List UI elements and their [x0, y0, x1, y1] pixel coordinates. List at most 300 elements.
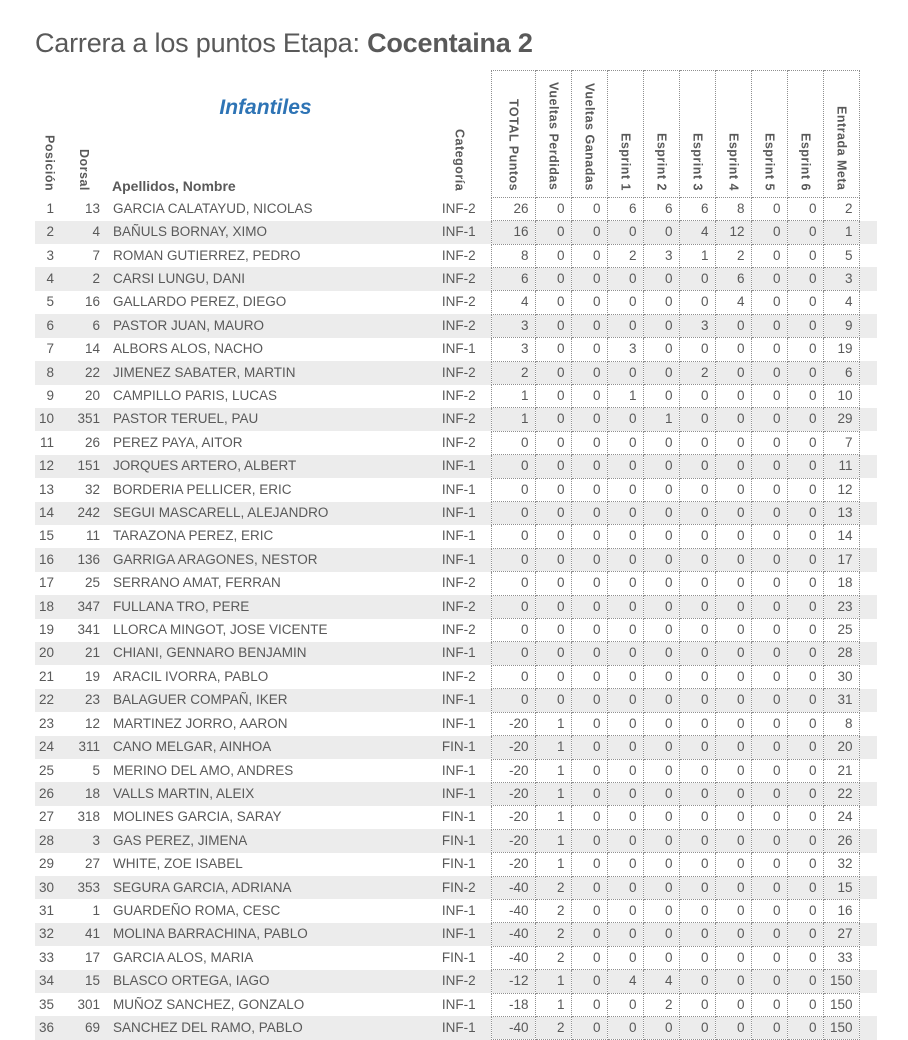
cell-esprint_4: 0: [715, 806, 751, 829]
cell-esprint_6: 0: [787, 525, 823, 548]
cell-nombre: CARSI LUNGU, DANI: [104, 267, 427, 290]
cell-esprint_1: 0: [607, 876, 643, 899]
cell-dorsal: 1: [92, 902, 100, 918]
row-spacer: [859, 689, 877, 712]
table-row: [35, 361, 877, 384]
cell-categoria: INF-2: [427, 970, 491, 993]
cell-total_puntos: 0: [491, 525, 535, 548]
row-spacer: [859, 361, 877, 384]
cell-esprint_3: 0: [679, 595, 715, 618]
cell-categoria: FIN-1: [427, 829, 491, 852]
cell-total_puntos: 0: [491, 665, 535, 688]
cell-posicion: 30: [35, 876, 63, 899]
cell-esprint_1: 0: [607, 806, 643, 829]
cell-esprint_4: 0: [715, 642, 751, 665]
cell-esprint_3: 0: [679, 338, 715, 361]
cell-posicion: 4: [35, 267, 63, 290]
cell-dorsal: 2: [63, 267, 104, 290]
column-header-esprint-6: Esprint 6: [787, 70, 823, 197]
cell-esprint_5: 0: [751, 829, 787, 852]
cell-total_puntos: -20: [491, 829, 535, 852]
cell-dorsal: 6: [63, 314, 104, 337]
cell-nombre: WHITE, ZOE ISABEL: [113, 856, 243, 872]
cell-esprint_4: 0: [715, 548, 751, 571]
cell-vueltas_perdidas: 1: [535, 759, 571, 782]
cell-esprint_5: 0: [751, 525, 787, 548]
table-row: [35, 923, 877, 946]
cell-entrada_meta: 3: [823, 267, 859, 290]
cell-categoria: INF-1: [427, 455, 491, 478]
cell-entrada_meta: 32: [823, 853, 859, 876]
cell-categoria: INF-2: [441, 668, 476, 684]
cell-vueltas_perdidas: 0: [535, 291, 571, 314]
row-spacer: [859, 619, 877, 642]
cell-posicion: 8: [35, 361, 63, 384]
cell-esprint_5: 0: [751, 806, 787, 829]
cell-total_puntos: 1: [491, 408, 535, 431]
cell-esprint_4: 0: [715, 712, 751, 735]
cell-total_puntos: 0: [491, 455, 535, 478]
cell-esprint_6: 0: [787, 736, 823, 759]
cell-esprint_1: 0: [607, 525, 643, 548]
cell-nombre: MOLINES GARCIA, SARAY: [113, 809, 282, 825]
cell-categoria: INF-2: [441, 294, 476, 310]
table-row: [35, 853, 877, 876]
row-spacer: [859, 572, 877, 595]
cell-esprint_2: 6: [643, 197, 679, 220]
cell-dorsal: 5: [92, 762, 100, 778]
cell-dorsal: 20: [84, 388, 100, 403]
row-spacer: [859, 525, 877, 548]
cell-esprint_1: 2: [607, 244, 643, 267]
row-spacer: [859, 923, 877, 946]
cell-esprint_1: 0: [607, 759, 643, 782]
column-header-total-puntos: TOTAL Puntos: [491, 70, 535, 197]
cell-esprint_1: 0: [607, 431, 643, 454]
cell-esprint_2: 0: [643, 642, 679, 665]
header-spacer: [859, 70, 877, 197]
cell-esprint_4: 0: [715, 1016, 751, 1039]
row-spacer: [859, 455, 877, 478]
cell-dorsal: 21: [63, 642, 104, 665]
cell-vueltas_perdidas: 0: [535, 665, 571, 688]
cell-esprint_6: 0: [787, 267, 823, 290]
cell-esprint_1: 0: [607, 221, 643, 244]
row-spacer: [859, 899, 877, 922]
cell-dorsal: 41: [63, 923, 104, 946]
cell-dorsal: 151: [63, 455, 104, 478]
cell-esprint_5: 0: [751, 408, 787, 431]
cell-vueltas_perdidas: 0: [535, 361, 571, 384]
cell-esprint_3: 0: [679, 689, 715, 712]
cell-dorsal: 14: [84, 341, 100, 357]
cell-esprint_4: 0: [715, 876, 751, 899]
cell-esprint_2: 0: [643, 431, 679, 454]
cell-esprint_5: 0: [751, 619, 787, 642]
cell-esprint_1: 0: [607, 829, 643, 852]
cell-vueltas_perdidas: 0: [535, 572, 571, 595]
table-row: [35, 993, 877, 1016]
cell-esprint_6: 0: [787, 970, 823, 993]
cell-total_puntos: -12: [491, 970, 535, 993]
cell-vueltas_ganadas: 0: [571, 853, 607, 876]
cell-dorsal: 69: [63, 1016, 104, 1039]
cell-vueltas_ganadas: 0: [571, 736, 607, 759]
table-row: [35, 619, 877, 642]
cell-esprint_6: 0: [787, 806, 823, 829]
cell-esprint_3: 0: [679, 665, 715, 688]
cell-esprint_1: 0: [607, 712, 643, 735]
stage-name: Cocentaina 2: [367, 28, 533, 58]
table-row: [35, 829, 877, 852]
cell-categoria: INF-2: [427, 408, 491, 431]
cell-posicion: 17: [38, 575, 54, 591]
cell-categoria: INF-1: [427, 689, 491, 712]
cell-categoria: INF-2: [441, 434, 476, 450]
table-row: [35, 525, 877, 548]
cell-esprint_1: 3: [607, 338, 643, 361]
cell-esprint_5: 0: [751, 759, 787, 782]
table-row: [35, 221, 877, 244]
cell-vueltas_ganadas: 0: [571, 291, 607, 314]
row-spacer: [859, 759, 877, 782]
cell-vueltas_perdidas: 2: [535, 923, 571, 946]
cell-total_puntos: 0: [491, 431, 535, 454]
cell-categoria: INF-1: [441, 715, 476, 731]
cell-esprint_2: 0: [643, 689, 679, 712]
column-header-esprint-1: Esprint 1: [607, 70, 643, 197]
cell-total_puntos: 16: [491, 221, 535, 244]
cell-esprint_2: 0: [643, 759, 679, 782]
cell-esprint_2: 0: [643, 619, 679, 642]
cell-esprint_2: 0: [643, 782, 679, 805]
cell-esprint_3: 0: [679, 899, 715, 922]
cell-total_puntos: 8: [491, 244, 535, 267]
cell-total_puntos: -40: [491, 1016, 535, 1039]
table-row: [35, 970, 877, 993]
cell-esprint_1: 0: [607, 361, 643, 384]
cell-esprint_4: 6: [715, 267, 751, 290]
cell-vueltas_perdidas: 1: [535, 993, 571, 1016]
cell-esprint_4: 0: [715, 595, 751, 618]
cell-nombre: SERRANO AMAT, FERRAN: [113, 575, 281, 591]
table-row: [35, 595, 877, 618]
cell-vueltas_perdidas: 0: [535, 455, 571, 478]
cell-entrada_meta: 9: [823, 314, 859, 337]
table-row: [35, 338, 877, 361]
cell-categoria: INF-2: [441, 388, 476, 403]
cell-esprint_4: 0: [715, 525, 751, 548]
table-row: [35, 782, 877, 805]
cell-esprint_3: 0: [679, 502, 715, 525]
cell-categoria: INF-1: [441, 481, 476, 497]
cell-esprint_2: 0: [643, 502, 679, 525]
cell-vueltas_ganadas: 0: [571, 408, 607, 431]
cell-vueltas_perdidas: 1: [535, 806, 571, 829]
cell-nombre: MERINO DEL AMO, ANDRES: [113, 762, 294, 778]
cell-nombre: BALAGUER COMPAÑ, IKER: [104, 689, 427, 712]
cell-total_puntos: -20: [491, 806, 535, 829]
cell-esprint_3: 0: [679, 619, 715, 642]
cell-esprint_1: 0: [607, 853, 643, 876]
cell-entrada_meta: 21: [823, 759, 859, 782]
table-row: [35, 665, 877, 688]
cell-esprint_4: 8: [715, 197, 751, 220]
row-spacer: [859, 431, 877, 454]
cell-esprint_2: 0: [643, 829, 679, 852]
cell-esprint_1: 0: [607, 619, 643, 642]
cell-esprint_6: 0: [787, 572, 823, 595]
page-title-prefix: Carrera a los puntos Etapa:: [35, 28, 368, 58]
column-header-esprint-3: Esprint 3: [679, 70, 715, 197]
cell-esprint_5: 0: [751, 665, 787, 688]
cell-dorsal: 311: [63, 736, 104, 759]
cell-dorsal: 12: [84, 715, 100, 731]
cell-dorsal: 318: [77, 809, 100, 825]
cell-esprint_5: 0: [751, 572, 787, 595]
cell-categoria: INF-2: [441, 575, 476, 591]
cell-esprint_6: 0: [787, 923, 823, 946]
cell-esprint_4: 0: [715, 572, 751, 595]
cell-nombre: MUÑOZ SANCHEZ, GONZALO: [113, 996, 305, 1012]
cell-categoria: INF-1: [427, 923, 491, 946]
cell-nombre: PASTOR TERUEL, PAU: [104, 408, 427, 431]
cell-esprint_6: 0: [787, 712, 823, 735]
cell-vueltas_perdidas: 0: [535, 221, 571, 244]
row-spacer: [859, 478, 877, 501]
cell-vueltas_perdidas: 1: [535, 829, 571, 852]
cell-vueltas_ganadas: 0: [571, 619, 607, 642]
cell-entrada_meta: 10: [823, 385, 859, 408]
cell-total_puntos: -40: [491, 923, 535, 946]
table-row: [35, 267, 877, 290]
cell-esprint_6: 0: [787, 642, 823, 665]
cell-vueltas_perdidas: 0: [535, 619, 571, 642]
cell-vueltas_ganadas: 0: [571, 314, 607, 337]
cell-vueltas_ganadas: 0: [571, 712, 607, 735]
row-spacer: [859, 712, 877, 735]
cell-esprint_6: 0: [787, 455, 823, 478]
cell-categoria: INF-1: [427, 502, 491, 525]
cell-esprint_2: 0: [643, 665, 679, 688]
cell-total_puntos: 6: [491, 267, 535, 290]
cell-esprint_6: 0: [787, 502, 823, 525]
table-row: [35, 946, 877, 969]
cell-esprint_3: 0: [679, 876, 715, 899]
cell-esprint_2: 0: [643, 267, 679, 290]
cell-vueltas_perdidas: 1: [535, 970, 571, 993]
cell-esprint_1: 0: [607, 993, 643, 1016]
row-spacer: [859, 853, 877, 876]
cell-posicion: 29: [38, 856, 54, 872]
cell-posicion: 13: [38, 481, 54, 497]
cell-esprint_2: 3: [643, 244, 679, 267]
cell-categoria: INF-1: [427, 548, 491, 571]
cell-total_puntos: 3: [491, 338, 535, 361]
cell-vueltas_ganadas: 0: [571, 478, 607, 501]
results-table-header: [35, 70, 877, 197]
cell-posicion: 21: [38, 668, 54, 684]
cell-total_puntos: 0: [491, 572, 535, 595]
cell-esprint_4: 0: [715, 665, 751, 688]
table-row: [35, 642, 877, 665]
cell-vueltas_ganadas: 0: [571, 548, 607, 571]
cell-nombre: BLASCO ORTEGA, IAGO: [104, 970, 427, 993]
row-spacer: [859, 244, 877, 267]
row-spacer: [859, 665, 877, 688]
cell-esprint_6: 0: [787, 244, 823, 267]
cell-entrada_meta: 23: [823, 595, 859, 618]
table-row: [35, 244, 877, 267]
cell-esprint_6: 0: [787, 993, 823, 1016]
table-row: [35, 759, 877, 782]
cell-esprint_1: 0: [607, 408, 643, 431]
cell-nombre: JIMENEZ SABATER, MARTIN: [104, 361, 427, 384]
cell-esprint_1: 0: [607, 642, 643, 665]
cell-esprint_5: 0: [751, 197, 787, 220]
cell-esprint_3: 0: [679, 923, 715, 946]
cell-vueltas_ganadas: 0: [571, 595, 607, 618]
column-header-vueltas-perdidas: Vueltas Perdidas: [535, 70, 571, 197]
cell-esprint_3: 0: [679, 408, 715, 431]
cell-esprint_1: 0: [607, 572, 643, 595]
cell-esprint_5: 0: [751, 689, 787, 712]
cell-nombre: FULLANA TRO, PERE: [104, 595, 427, 618]
cell-entrada_meta: 150: [823, 970, 859, 993]
cell-esprint_6: 0: [787, 478, 823, 501]
cell-esprint_6: 0: [787, 385, 823, 408]
cell-vueltas_perdidas: 0: [535, 408, 571, 431]
cell-posicion: 19: [38, 622, 54, 638]
row-spacer: [859, 548, 877, 571]
cell-dorsal: 347: [63, 595, 104, 618]
cell-nombre: GUARDEÑO ROMA, CESC: [113, 902, 281, 918]
cell-esprint_3: 0: [679, 782, 715, 805]
cell-esprint_4: 0: [715, 338, 751, 361]
cell-esprint_5: 0: [751, 361, 787, 384]
cell-entrada_meta: 20: [823, 736, 859, 759]
cell-esprint_6: 0: [787, 853, 823, 876]
row-spacer: [859, 502, 877, 525]
cell-esprint_3: 0: [679, 970, 715, 993]
cell-posicion: 5: [46, 294, 54, 310]
cell-categoria: INF-1: [427, 782, 491, 805]
cell-esprint_4: 0: [715, 455, 751, 478]
cell-total_puntos: 1: [491, 385, 535, 408]
cell-esprint_3: 1: [679, 244, 715, 267]
cell-total_puntos: -20: [491, 853, 535, 876]
cell-esprint_4: 4: [715, 291, 751, 314]
cell-vueltas_perdidas: 2: [535, 876, 571, 899]
row-spacer: [859, 806, 877, 829]
cell-posicion: 26: [35, 782, 63, 805]
column-header-entrada-meta: Entrada Meta: [823, 70, 859, 197]
row-spacer: [859, 595, 877, 618]
column-header-esprint-5: Esprint 5: [751, 70, 787, 197]
cell-esprint_4: 0: [715, 923, 751, 946]
cell-posicion: 33: [38, 949, 54, 965]
cell-vueltas_perdidas: 0: [535, 338, 571, 361]
cell-esprint_4: 0: [715, 899, 751, 922]
cell-total_puntos: -18: [491, 993, 535, 1016]
table-row: [35, 291, 877, 314]
cell-dorsal: 351: [63, 408, 104, 431]
cell-esprint_3: 0: [679, 759, 715, 782]
cell-vueltas_ganadas: 0: [571, 361, 607, 384]
cell-esprint_4: 0: [715, 478, 751, 501]
cell-esprint_2: 2: [643, 993, 679, 1016]
cell-esprint_6: 0: [787, 946, 823, 969]
cell-posicion: 27: [38, 809, 54, 825]
cell-entrada_meta: 14: [823, 525, 859, 548]
cell-posicion: 16: [35, 548, 63, 571]
cell-esprint_3: 0: [679, 572, 715, 595]
cell-entrada_meta: 13: [823, 502, 859, 525]
cell-total_puntos: 0: [491, 548, 535, 571]
cell-nombre: PEREZ PAYA, AITOR: [113, 434, 243, 450]
cell-posicion: 24: [35, 736, 63, 759]
cell-esprint_6: 0: [787, 431, 823, 454]
cell-esprint_4: 0: [715, 946, 751, 969]
cell-esprint_2: 0: [643, 548, 679, 571]
row-spacer: [859, 408, 877, 431]
cell-nombre: ROMAN GUTIERREZ, PEDRO: [113, 247, 301, 263]
cell-entrada_meta: 2: [823, 197, 859, 220]
cell-vueltas_ganadas: 0: [571, 993, 607, 1016]
cell-esprint_2: 0: [643, 712, 679, 735]
cell-nombre: CHIANI, GENNARO BENJAMIN: [104, 642, 427, 665]
row-spacer: [859, 385, 877, 408]
cell-vueltas_perdidas: 1: [535, 736, 571, 759]
cell-esprint_4: 0: [715, 759, 751, 782]
cell-nombre: GARCIA ALOS, MARIA: [113, 949, 254, 965]
cell-esprint_6: 0: [787, 782, 823, 805]
cell-total_puntos: -40: [491, 899, 535, 922]
cell-entrada_meta: 12: [823, 478, 859, 501]
cell-nombre: LLORCA MINGOT, JOSE VICENTE: [113, 622, 328, 638]
cell-categoria: FIN-1: [427, 736, 491, 759]
cell-esprint_2: 1: [643, 408, 679, 431]
cell-esprint_1: 0: [607, 595, 643, 618]
cell-vueltas_ganadas: 0: [571, 923, 607, 946]
cell-esprint_3: 2: [679, 361, 715, 384]
cell-esprint_4: 0: [715, 853, 751, 876]
cell-vueltas_perdidas: 0: [535, 244, 571, 267]
cell-vueltas_ganadas: 0: [571, 806, 607, 829]
cell-entrada_meta: 25: [823, 619, 859, 642]
cell-esprint_3: 6: [679, 197, 715, 220]
cell-vueltas_ganadas: 0: [571, 759, 607, 782]
cell-esprint_3: 0: [679, 736, 715, 759]
cell-esprint_6: 0: [787, 314, 823, 337]
cell-entrada_meta: 26: [823, 829, 859, 852]
table-row: [35, 712, 877, 735]
row-spacer: [859, 946, 877, 969]
cell-posicion: 10: [35, 408, 63, 431]
cell-esprint_4: 0: [715, 408, 751, 431]
table-row: [35, 876, 877, 899]
row-spacer: [859, 970, 877, 993]
cell-esprint_4: 0: [715, 782, 751, 805]
cell-dorsal: 4: [63, 221, 104, 244]
cell-esprint_2: 0: [643, 478, 679, 501]
cell-dorsal: 3: [63, 829, 104, 852]
row-spacer: [859, 221, 877, 244]
cell-total_puntos: -20: [491, 736, 535, 759]
cell-posicion: 7: [46, 341, 54, 357]
cell-nombre: PASTOR JUAN, MAURO: [104, 314, 427, 337]
column-header-vueltas-ganadas: Vueltas Ganadas: [571, 70, 607, 197]
